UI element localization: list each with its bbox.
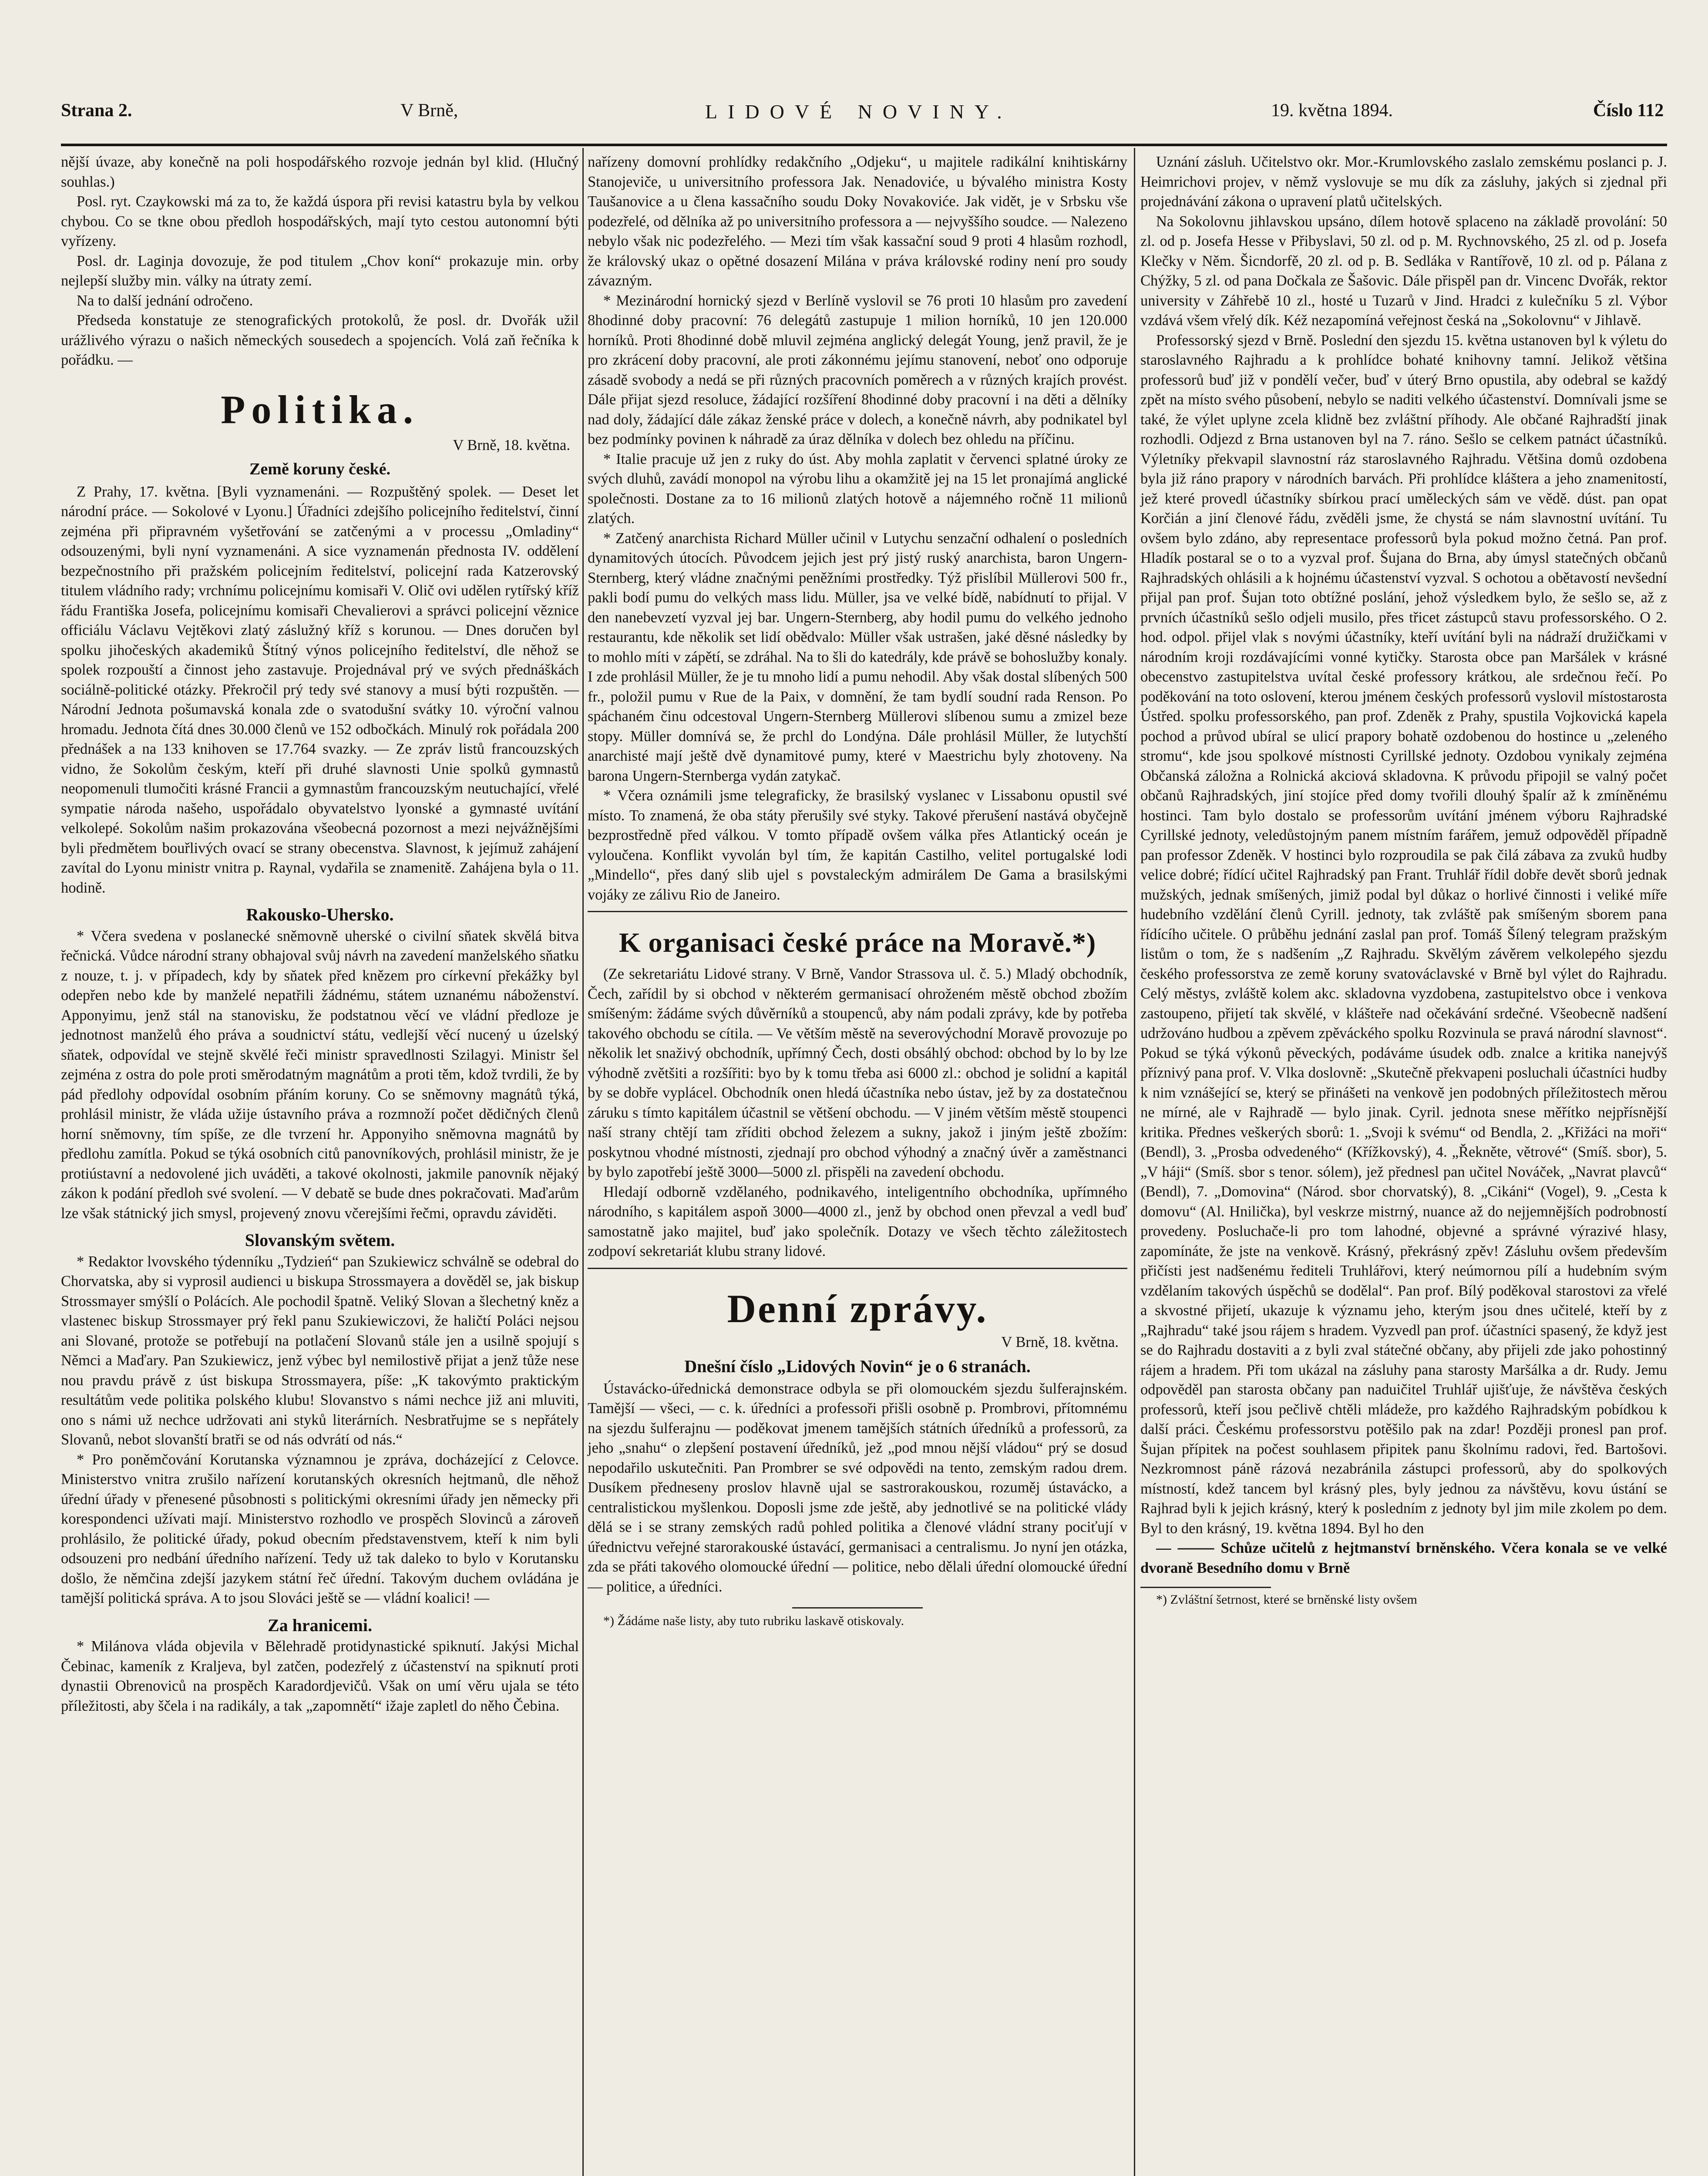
- paragraph: Na Sokolovnu jihlavskou upsáno, dílem hotově splaceno na základě provolání: 50 zl. od p. Josefa Hesse v Přibyslavi, 50 zl. od p. M. Rychnovského, 25 zl. od p. Josefa Klečky v Něm. Šicndorfě, 20 zl. od p. B. Sedláka v Rantířově, 10 zl. od p. Pálana z Chýžky, 5 zl. od pana Dočkala ze Šašovic. Dále přispěl pan dr. Vincenc Dvořák, rektor university v Záhřebě 10 zl., hosté u Tuzarů v Jind. Hradci z kulečníku 5 zl. Výbor vzdává všem vřelý dík. Kéž nezapomíná veřejnost česká na „Sokolovnu“ v Jihlavě.: [1140, 213, 1667, 329]
- paragraph: * Mezinárodní hornický sjezd v Berlíně vyslovil se 76 proti 10 hlasům pro zavedení 8hodinné doby pracovní: 76 delegátů zastupuje 1 milion horníků, 10 jen 120.000 horníků. Proti 8hodinné době mluvil zejména anglický delegát Young, jenž pravil, že je pro zkrácení doby pracovní, ale proti zákonnému jejímu stanovení, neboť ono odporuje zásadě svobody a nedá se při různých pracovních poměrech a v různých krajích provést. Dále přijat sjezd resoluce, žádající rozšíření 8hodinné doby pracovní i na děti a dělníky nad doly, žádající dále zákaz ženské práce v dolech, a konečně návrh, aby podnikatel byl bez podmínky povinen k náhradě za úraz dělníka v dolech bez ohledu na příčinu.: [588, 292, 1127, 447]
- paragraph: nější úvaze, aby konečně na poli hospodářského rozvoje jednán byl klid. (Hlučný souhlas.): [61, 154, 579, 190]
- column-divider: [582, 148, 584, 2176]
- footnote: *) Zvláštní šetrnost, které se brněnské listy ovšem: [1156, 1592, 1417, 1607]
- subheading: Země koruny české.: [249, 460, 391, 478]
- paragraph: * Italie pracuje už jen z ruky do úst. Aby mohla zaplatit v červenci splatné úroky ze svých dluhů, zavádí monopol na výrobu lihu a okamžitě jej na 15 let pronajímá anglické společnosti. Dostane za to 16 milionů zlatých hotově a nájemného ročně 11 milionů zlatých.: [588, 450, 1127, 527]
- paragraph: * Zatčený anarchista Richard Müller učinil v Lutychu senzační odhalení o posledních dynamitových útocích. Původcem jejich jest prý jistý ruský anarchista, baron Ungern-Sternberg, který vládne značnými peněžními prostředky. Týž přislíbil Müllerovi 500 fr., pakli bodí pumu do velkých mass lidu. Müller, jsa ve velké bídě, nabídnutí to přijal. V den nanebevzetí vyzval jej bar. Ungern-Sternberg, aby hodil pumu do velkého jednoho restaurantu, kde několik set lidí obědvalo: Müller však ustrašen, jaké děsné následky by to mohlo míti v zápětí, se zdráhal. Na to šli do katedrály, kde právě se bohoslužby konaly. I zde prohlásil Müller, že je tu mnoho lidí a pumu nehodil. Aby však dostal slíbených 500 fr., položil pumu v Rue de la Paix, v domnění, že tam bydlí soudní rada Renson. Po spáchaném činu odcestoval Ungern-Sternberg Müllerovi slíbenou sumu a zmizel beze stopy. Müller domnívá se, že prchl do Londýna. Dále prohlásil Müller, že lutychští anarchisté mají ještě dvě dynamitové pumy, které v Maestrichu byly zhotoveny. Na barona Ungern-Sternberga vydán zatykač.: [588, 530, 1127, 784]
- article-tydzien: * Redaktor lvovského týdenníku „Tydzień“ pan Szukiewicz schválně se odebral do Chorvatska, aby si vyprosil audienci u biskupa Strossmayera a dověděl se, jak biskup Strossmayer smýšlí o Polácích. Ale pochodil špatně. Veliký Slovan a šlechetný kněz a vlastenec biskup Strossmayer prý řekl panu Szukiewiczovi, že haličtí Poláci nejsou ani Slované, protože se potřebují na potlačení Slovanů stále jen a usilně spojují s Němci a Maďary. Pan Szukiewicz, jenž výbec byl nemilostivě přijat a jenž tůže nese nou pravdu právě z úst biskupa Strossmayera, píše: „K takovýmto praktickým resultátům vede politika polského klubu! Slovanstvo s námi nechce již ani mluviti, ono s námi už nechce udržovati ani styků literárních. Nesbratřujme se s nepřátely Slovanů, nebot slovanští bratři se od nás odvrátí od nás.“: [61, 1253, 579, 1448]
- divider: [792, 1607, 923, 1608]
- divider: [588, 911, 1127, 912]
- paragraph: Posl. dr. Laginja dovozuje, že pod titulem „Chov koní“ prokazuje min. orby nejlepší služby min. války na útraty zemí.: [61, 252, 579, 289]
- paragraph: Posl. ryt. Czaykowski má za to, že každá úspora při revisi katastru byla by velkou chybou. Co se tkne obou předloh hospodářských, mají tyto cestou autonomní býti vyřízeny.: [61, 193, 579, 249]
- column-2: [588, 152, 1127, 1629]
- subheading: Rakousko-Uhersko.: [246, 905, 394, 924]
- column-1: [61, 152, 579, 1716]
- notice-pages: Dnešní číslo „Lidových Novin“ je o 6 stranách.: [684, 1357, 1031, 1376]
- paragraph: * Včera oznámili jsme telegraficky, že brasilský vyslanec v Lissabonu opustil své místo. To znamená, že oba státy přerušily své styky. Takové přerušení nastává obyčejně bezprostředně před válkou. V tomto případě ovšem válka přes Atlantický oceán je vyloučena. Konflikt vyvolán byl tím, že kapitán Castilho, velitel portugalské lodi „Mindello“, přes daný slib ujel s povstaleckým admirálem De Gama a brasilskými vojáky ze zálivu Rio de Janeiro.: [588, 787, 1127, 903]
- section-heading-politika: Politika.: [221, 387, 419, 432]
- header-city: V Brně,: [400, 101, 458, 121]
- heading-denni-zpravy: Denní zprávy.: [727, 1286, 988, 1331]
- header-rule: [61, 144, 1667, 146]
- paragraph: — ⸻ Schůze učitelů z hejtmanství brněnského. Včera konala se ve velké dvoraně Besedního domu v Brně: [1140, 1540, 1667, 1576]
- issue-number: Číslo 112: [1593, 101, 1664, 121]
- masthead-title: LIDOVÉ NOVINY.: [705, 101, 1012, 123]
- footnote: *) Žádáme naše listy, aby tuto rubriku laskavě otiskovaly.: [603, 1614, 904, 1628]
- article-praha: Z Prahy, 17. května. [Byli vyznamenáni. — Rozpuštěný spolek. — Deset let národní práce. — Sokolové v Lyonu.] Úřadníci zdejšího policejního ředitelství, činní zejména při připravném vyšetřování se zatčenými a v processu „Omladiny“ odsouzenými, byli nyní vyznamenáni. A sice vyznamenán přednosta IV. oddělení bezpečnostního při pražském policejním ředitelství, policejní rada Katzerovský titulem vládního rady; vrchnímu policejnímu komisaři V. Olič ovi udělen rytířský kříž řádu Františka Josefa, policejnímu komisaři Chevalierovi a správci policejní věznice officiálu Václavu Vejtěkovi zlatý záslužný kříž s korunou. — Dnes doručen byl spolku jihočeských akademiků Štítný výnos policejního ředitelství, dle něhož se spolek rozpouští a činnost jeho zastavuje. Projednával prý ve svých přednáškách sociálně-politické otázky. Překročil prý tedy své stanovy a musí býti rozpuštěn. — Národní Jednota pošumavská konala zde o svatodušní svátky 10. výroční valnou hromadu. Jednota čítá dnes 30.000 členů ve 152 odbočkách. Minulý rok pořádala 200 přednášek a na 133 knihoven se 17.764 svazky. — Ze zpráv listů francouzských vidno, že Sokolům českým, kteří při druhé slavnosti Unie spolků gymnastů neopomenuli tlumočiti krásné Francii a gymnastům francouzským neutuchající, vřelé sympatie národa našeho, uspořádalo obyvatelstvo lyonské a gymnasté uvítání velkolepé. Sokolům našim prokazována všeobecná pozornost a mezi nejvážnějšími byli předmětem bouřlivých ovací se strany obecenstva. Slavnost, k jejímuž zahájení zavítal do Lyonu ministr vnitra p. Raynal, vydařila se znamenitě. Zahájena byla o 11. hodině.: [61, 483, 579, 896]
- dateline: V Brně, 18. května.: [1001, 1333, 1119, 1350]
- divider: [588, 1268, 1127, 1269]
- page-number: Strana 2.: [61, 101, 132, 121]
- dateline: V Brně, 18. května.: [453, 437, 570, 453]
- paragraph: Hledají odborně vzdělaného, podnikavého, inteligentního obchodníka, upřímného národního, s kapitálem aspoň 3000—4000 zl., jenž by obchod onen převzal a vedl buď samostatně jako majitel, buď jako společník. Dotazy ve všech těchto záležitostech zodpoví sekretariát klubu strany lidové.: [588, 1183, 1127, 1259]
- column-3: [1140, 152, 1667, 1608]
- page-header: [61, 83, 1663, 135]
- header-date: 19. května 1894.: [1271, 101, 1393, 121]
- subheading: Za hranicemi.: [268, 1615, 372, 1635]
- paragraph: Uznání zásluh. Učitelstvo okr. Mor.-Krumlovského zaslalo zemskému poslanci p. J. Heimrichovi projev, v němž vyslovuje se mu dík za zásluhy, jakých si zjednal při projednávání zákona o upravení platů učitelských.: [1140, 154, 1667, 210]
- article-snem: * Včera svedena v poslanecké sněmovně uherské o civilní sňatek skvělá bitva řečnická. Vůdce národní strany obhajoval svůj návrh na zavedení manželského sňatku z nouze, t. j. v případech, kdy by sňatek před knězem pro církevní překážky byl odepřen nebo kde by manželé nepatřili žádnému, státem uznanému náboženství. Apponyimu, jenž stál na stanovisku, že podstatnou věcí ve vládní předloze je jednotnost manželů ého práva a soudnictví státu, vedlejší věcí nucený u úzelský sňatek, odpovídal ve stejně skvělé řeči ministr spravedlnosti Szilagyi. Ministr šel zejména z ostra do pole proti směrodatným magnátům a proti těm, kdož tvrdili, že by pád předlohy odpovídal osobním přáním koruny. Co se sněmovny magnátů týká, prohlásil ministr, že vláda užije ústavního práva a rozmnoží počet dědičných členů horní sněmovny, tím spíše, ze dle tvrzení hr. Apponyiho sněmovna magnátů by předlohu zamítla. Pokud se týká osobních citů panovníkových, prohlásil ministr, že je protiústavní a nedovolené jich uváděti, a takové okolnosti, jakmile panovník nějaký zákon k podání předloh své svolení. — V debatě se bude dnes pokračovati. Maďarům lze však státnický jich smysl, projevený znovu včerejšími řečmi, opravdu záviděti.: [61, 927, 579, 1222]
- subheading: Slovanským světem.: [245, 1230, 395, 1250]
- paragraph: (Ze sekretariátu Lidové strany. V Brně, Vandor Strassova ul. č. 5.) Mladý obchodník, Čech, zařídil by si obchod v některém germanisací ohroženém městě obchod zbožím smíšeným: žádáme svých důvěrníků a stoupenců, aby nám podali zprávy, kde by potřeba takového obchodu se cítila. — Ve větším městě na severovýchodní Moravě provozuje po několik let snaživý obchodník, upřímný Čech, dosti obsáhlý obchod: obchod by lo by lze výhodně zvětšiti a rozšířiti: byo by k tomu třeba asi 6000 zl.: obchod je solidní a kapitál by se dobře vyplácel. Obchodník onen hledá účastníka nebo ústav, jež by za dostatečnou záruku s tímto kapitálem účastnil se většení obchodu. — V jiném větším městě stoupenci naší strany chtějí tam zříditi obchod železem a sukny, jakož i jiným ještě zbožím: poskytnou vhodné místnosti, zjednají pro obchod výhodný a značný úvěr a zaměstnanci by bylo zapotřebí ještě 3000—5000 zl. přispěli na zavedení obchodu.: [588, 966, 1127, 1180]
- divider: [1140, 1587, 1271, 1588]
- heading-morava: K organisaci české práce na Moravě.*): [619, 927, 1096, 958]
- paragraph: nařízeny domovní prohlídky redakčního „Odjeku“, u majitele radikální knihtiskárny Stanojeviče, u universitního professora Jak. Nenadoviće, u bývalého ministra Kosty Taušanovice a u člena kassačního soudu Doky Novakoviće. Jak vidět, je v Srbsku vše podezřelé, od dělníka až po universitního professora a — nejvyššího soudce. — Nalezeno nebylo však nic podezřelého. — Mezi tím však kassační soud 9 proti 4 hlasům rozhodl, že královský ukaz o opětné dosazení Milána v práva královské rodiny není pro soudy závazným.: [588, 154, 1127, 289]
- paragraph: Předseda konstatuje ze stenografických protokolů, že posl. dr. Dvořák užil urážlivého výrazu o našich německých sousedech a spojencích. Volá zaň řečníka k pořádku. —: [61, 312, 579, 368]
- article-korutan: * Pro poněmčování Korutanska významnou je zpráva, docházející z Celovce. Ministerstvo vnitra zrušilo nařízení korutanských okresních hejtmanů, dle něhož úřední úřady v přenesené působnosti s politickými okresními úřady jen německy při korespondenci užívati mají. Ministerstvo rozhodlo ve prospěch Slovinců a zároveň prohlásilo, že politické úřady, pokud obecním představenstvem, kteří k nim byli odsouzeni pro nedbání úředního nařízení. Tedy už tak daleko to bylo v Korutansku došlo, že němčina zdejší jazykem státní řeč úřední. Takovým duchem ovládána je tamější politická správa. A to jsou Slováci ještě se — vládní koalici! —: [61, 1451, 579, 1606]
- paragraph: Ústavácko-úřednická demonstrace odbyla se při olomouckém sjezdu šulferajnském. Tamější — všeci, — c. k. úředníci a professoři přišli osobně p. Prombrovi, přítomnému na sjezdu šulferajnu — poděkovat jmenem tamějších státních úředníků a professorů, za jeho „snahu“ o zlepšení postavení úředníků, jež „pod mnou nější vládou“ prý se dosud nepodařilo uskutečniti. Pan Prombrer se své odpovědi na tento, zemským radou drem. Dusíkem předneseny proslov hlavně ujal se sastrorakouskou, rozuměj ústavácko, a centralistickou myšlenkou. Doposli jsme zde ještě, aby jednotlivé se na politické vlády dělá se i se strany zemských radů pohled politika a členové vládní strany pociťují v úřednictvu veřejné starorakouské ústavácí, germanisaci a centralismu. Jo nyní jen otázka, zda se přáti takového olomoucké úřední — politice, nebo dělali úřední olomoucké úřední — politice, a úředníci.: [588, 1380, 1127, 1595]
- paragraph: Professorský sjezd v Brně. Poslední den sjezdu 15. května ustanoven byl k výletu do staroslavného Rajhradu a k prohlídce bohaté knihovny tamní. Jelikož většina professorů buď již v pondělí večer, buď v úterý Brno opustila, aby odebral se každý zpět na místo svého působení, nebylo se naditi velkého účastenství. Domnívali jsme se také, že výlet uplyne zcela klidně bez zvláštní příhody. Ale občané Rajhradští jinak rozhodli. Odjezd z Brna ustanoven byl na 7. ráno. Sešlo se celkem patnáct účastníků. Výletníky překvapil slavnostní ráz staroslavného Rajhradu. Většina domů ozdobena byla již ráno prapory v národních barvách. Při prohlídce kláštera a jeho znamenitostí, jež které provedl účastníky sbírkou prací uměleckých sám ve vědě. dúst. pan opat Korčián a jiní členové řádu, zvěděli jsme, že chystá se nám slavnostní uvítání. Tu ovšem bylo zdáno, aby representace professorů byla pokud možno četná. Pan prof. Hladík postaral se o to a vyzval prof. Šujana do Brna, aby úmysl statečných občanů Rajhradských ohlásili a k hojnému účastenství vyzval. S ochotou a obětavostí nevšední přijal pan prof. Šujan toto obtížné poslání, jehož výsledkem bylo, že sešlo se, až z prvních účastníků sešlo odjeli musilo, přes třicet zástupců stavu professorského. O 2. hod. odpol. přijel vlak s novými účastníky, kteří uvítání byli na nádraží družičkami v národním kroji rozdávajícími vonné kytičky. Starosta obce pan Maršálek v krásné obecenstvo zastupitelstva uvítal české professory krátkou, ale srdečnou řečí. Po poděkování na toto oslovení, kterou jménem českých professorů vyslovil místostarosta Ústřed. spolku professorského, pan prof. Zdeněk z Prahy, spustila Vojkovická kapela pochod a průvod ubíral se ulicí prapory bohatě ozdobenou do hostince u „zeleného stromu“, kde jsou spolkové místnosti Cyrillské jednoty. Ozdobou vynikaly zejména Občanská záložna a Rolnická akciová skladovna. K průvodu připojil se valný počet občanů Rajhradských, jiní stojíce před domy tvořili dlouhý špalír až k zmíněnému hostinci. Tam bylo dostalo se professorům uvítání jménem výboru Rajhradské Cyrillské jednoty, veledůstojným panem místním farářem, jemuž odpověděl případně pan professor Zdeněk. V hostinci bylo rozproudila se pak čilá zábava za zvuků hudby velice dobré; řídící učitel Rajhradský pan Frant. Truhlář řídil dobře devět sborů jednak mužských, jednak smíšených, jimiž podal byl důkaz o horlivé činnosti i veliké míře hudebního vzdělání členů Cyrill. jednoty, tak zvláště pak smíšeným sborem pana řídícího učitele. O průběhu jednání zaslal pan prof. Tomáš Šílený telegram pražským listům o tom, že s nadšením „Z Rajhradu. Skvělým závěrem velkolepého sjezdu českého professorstva ze země koruny svatováclavské v Brně byl výlet do Rajhradu. Celý městys, zvláště kolem akc. skladovna vyzdobena, zastupitelstvo obce i venkova zastoupeno, přijetí tak skvělé, v klášteře nad očekávání srdečné. Všeobecně nadšení udržováno hudbou a zpěvem zpěváckého spolku Rozvinula se pravá národní slavnost“. Pokud se týká výkonů pěveckých, podáváme úsudek odb. znalce a kritika nanejvýš příznivý pana prof. V. Vlka doslovně: „Skutečně překvapeni posluchali účastníci hudby k nim vznášející se, který se přinášeti na venkově jen podobných příležitostech měrou ne mírné, ale v Rajhradě — bylo jinak. Cyril. jednota snese měřítko nejpřísnější kritika. Přednes veškerých sborů: 1. „Svoji k svému“ od Bendla, 2. „Křižáci na moři“ (Bendl), 3. „Prosba odvedeného“ (Křížkovský), 4. „Řekněte, větrové“ (Smíš. sbor), 5. „V háji“ (Smíš. sbor s tenor. sólem), jež přednesl pan učitel Nováček, „Navrat plavců“ (Bendl), 7. „Domovina“ (Národ. sbor chorvatský), 8. „Cikáni“ (Vogel), 9. „Cesta k domovu“ (Al. Hnilička), byl veskrze mistrný, nuance až do nejjemnějších podrobností provedeny. Posluchače-li pro tom lahodné, objevné a správné výrazivé hlasy, zapomínáte, že jste na venkově. Krásný, překrásný zpěv! Zásluhu ovšem především přičísti jest nadšenému řediteli Truhlářovi, který neúmornou pílí a hudebním svým vzdělaním takových úspěchů se dodělal“. Pan prof. Bílý poděkoval starostovi za vřelé a skvostné přijetí, ukazuje k významu jeho, kterým jsou dnes učitelé, kteří by z „Rajhradu“ také jsou rájem s hradem. Vyzvedl pan prof. účastníci spasený, že když jest se do Rajhradu dostaviti a z byli zval státečné občany, aby přijeli zde jako pohostinný rájem a hradem. Při tom ukázal na zásluhy pana starosty Maršálka a dr. Rudy. Jemu odpověděl pan starosta občany pan naduičitel Truhlář ujišťuje, že návštěva českých professorů, kteří jsou pečlivě chtěli mládeže, pro každého Rajhradským pobídkou k další práci. Českému professorstvu potěšilo pak na zdar! Později pronesl pan prof. Šujan přípitek na počest souhlasem připitek panu školnímu radovi, řed. Bartošovi. Nezkromnost páně rázová nezabránila zástupci professorů, aby do spolkových místností, kdež tancem byl krásný ples, byly jednou za návštěvu, kovu ústání se Rajhrad byli k jejich krásný, který k posledním z jednoty byl jim mile zkolem po dem. Byl to den krásný, 19. května 1894. Byl ho den: [1140, 332, 1667, 1537]
- article-milan: * Milánova vláda objevila v Bělehradě protidynastické spiknutí. Jakýsi Michal Čebinac, kameník z Kraljeva, byl zatčen, podezřelý z účastenství na spiknutí proti dynastii Obrenoviců na prospěch Karadordjevičů. Však on umí věru ujala se této příležitosti, aby ščela i na radikály, a tak „zapomnětí“ ižaje zapletl do něho Čebina.: [61, 1638, 579, 1714]
- column-divider: [1134, 148, 1135, 2176]
- paragraph: Na to další jednání odročeno.: [77, 292, 253, 309]
